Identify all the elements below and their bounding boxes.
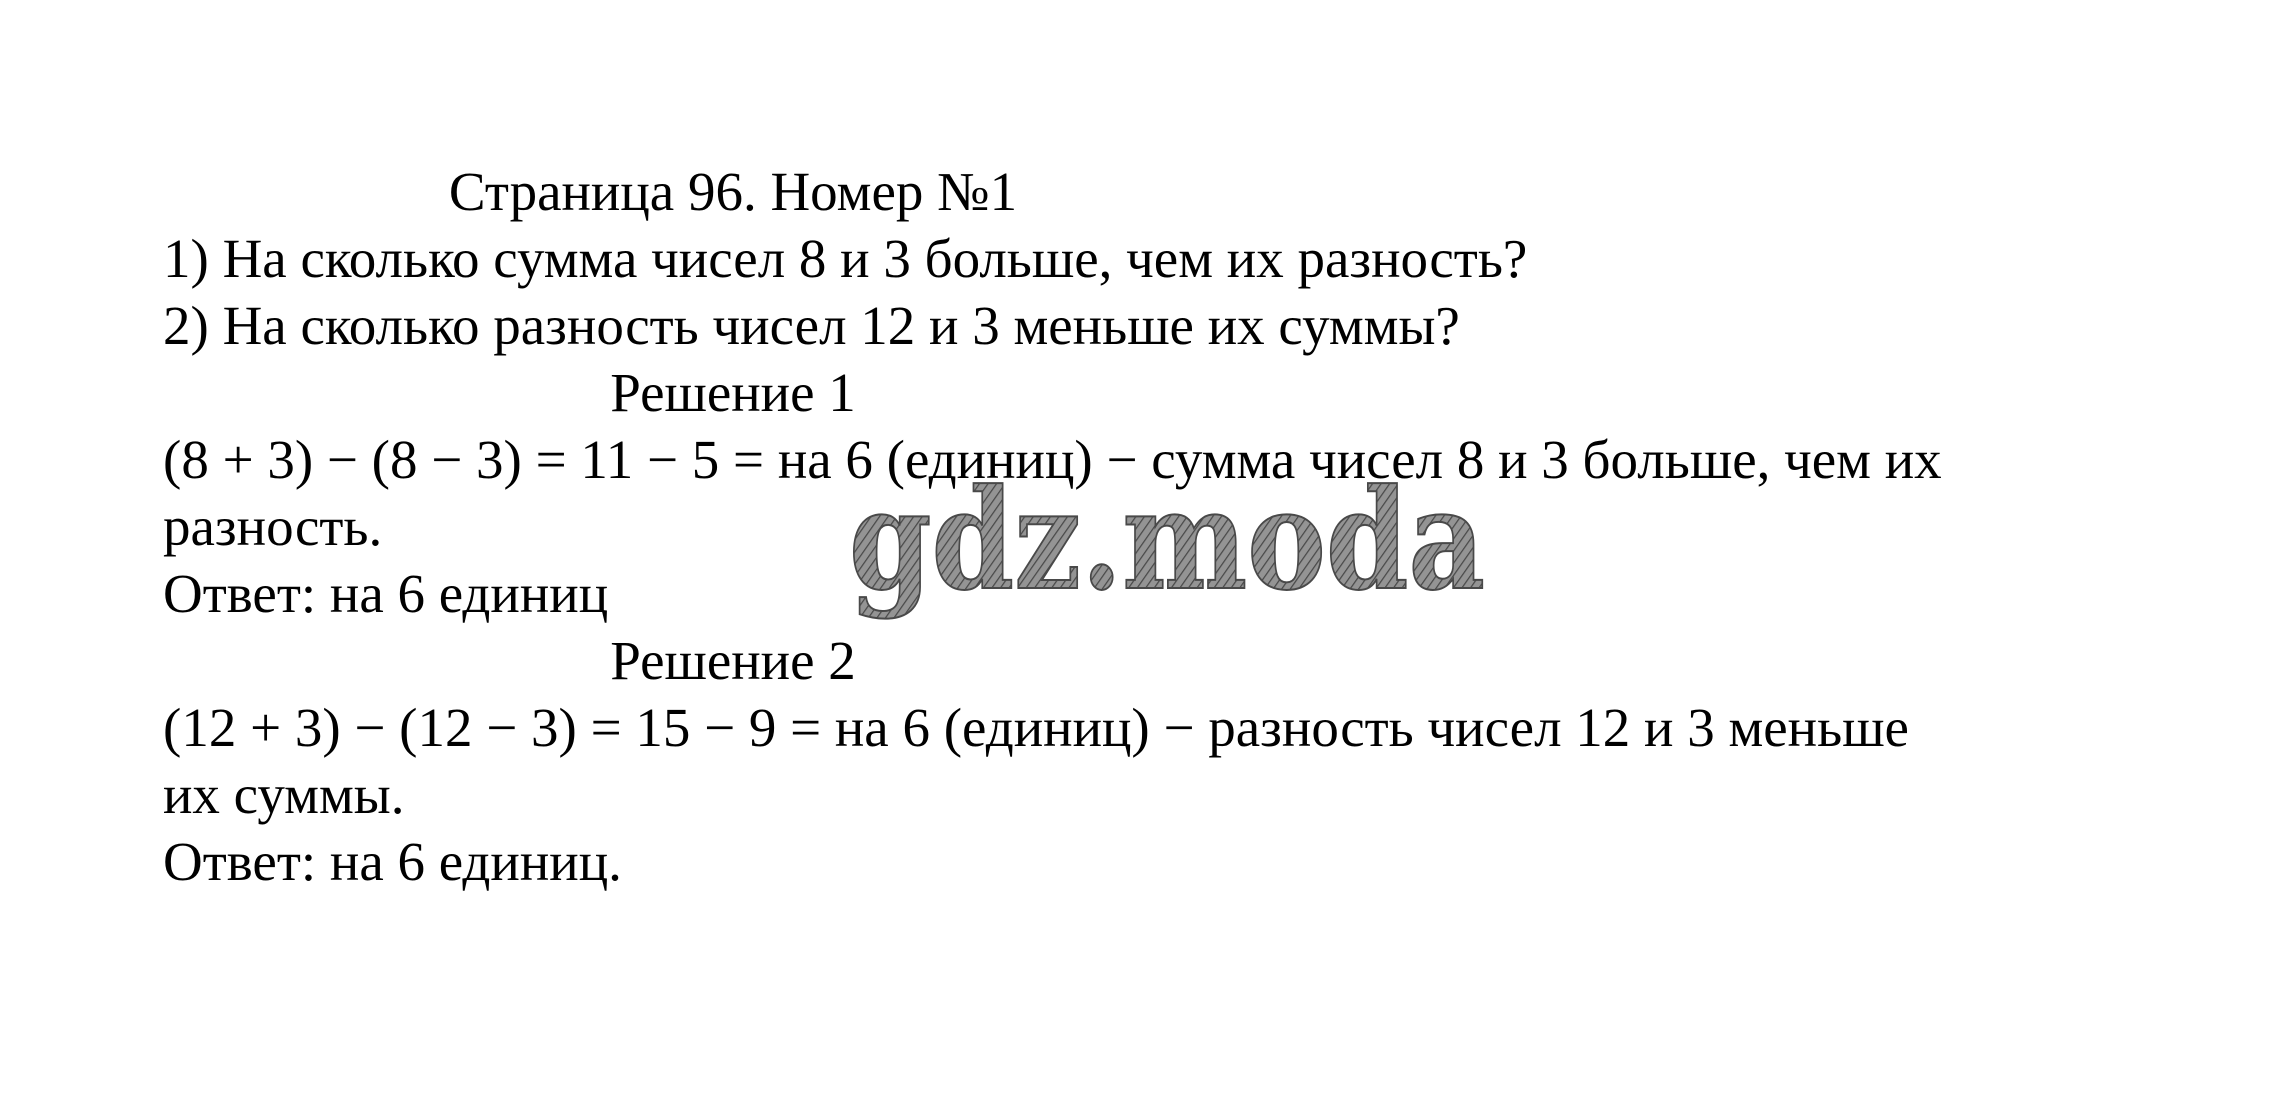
solution-1-answer: Ответ: на 6 единиц: [163, 563, 609, 624]
solution-1-equation: (8 + 3) − (8 − 3) = 11 − 5 = на 6 (единиц) − сумма чисел 8 и 3 больше, чем их: [163, 429, 1942, 490]
solution-2-equation: (12 + 3) − (12 − 3) = 15 − 9 = на 6 (единиц) − разность чисел 12 и 3 меньше: [163, 697, 1909, 758]
watermark-text: gdz.moda: [849, 458, 1485, 621]
question-2: 2) На сколько разность чисел 12 и 3 меньше их суммы?: [163, 295, 1460, 356]
solution-2-answer: Ответ: на 6 единиц.: [163, 831, 622, 892]
solution-2-heading: Решение 2: [610, 630, 856, 691]
document-body: [163, 158, 2123, 895]
solution-1-equation-cont: разность.: [163, 496, 383, 557]
question-1: 1) На сколько сумма чисел 8 и 3 больше, чем их разность?: [163, 228, 1528, 289]
solution-1-heading: Решение 1: [610, 362, 856, 423]
solution-2-equation-cont: их суммы.: [163, 764, 405, 825]
page-title: Страница 96. Номер №1: [448, 161, 1018, 222]
